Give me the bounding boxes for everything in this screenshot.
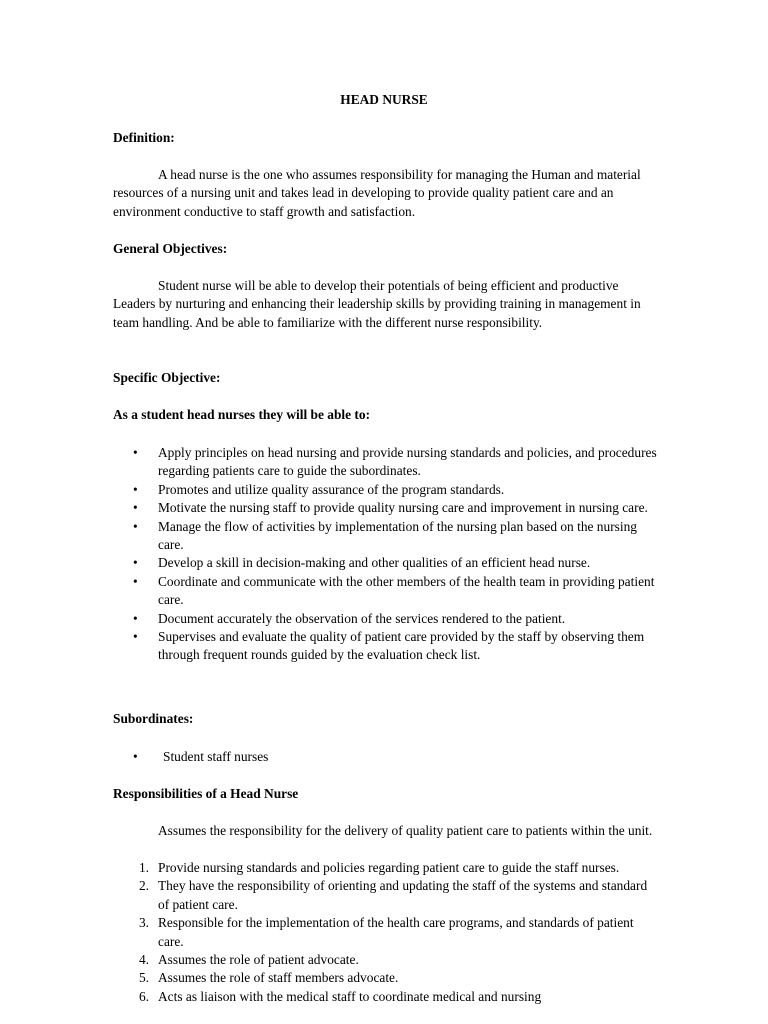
specific-objective-heading: Specific Objective: bbox=[113, 370, 221, 385]
list-item-text: Develop a skill in decision-making and other qualities of an efficient head nurse. bbox=[158, 555, 591, 571]
list-number: 2. bbox=[138, 878, 149, 894]
list-item-text: Student staff nurses bbox=[163, 749, 269, 764]
list-item bbox=[113, 573, 658, 610]
list-item-text: Supervises and evaluate the quality of patient care provided by the staff by observing them through frequent rounds guided by the evaluation check list. bbox=[158, 629, 645, 663]
list-item-text: Apply principles on head nursing and provide nursing standards and policies, and procedures regarding patients care to guide the subordinates. bbox=[158, 445, 657, 479]
list-item bbox=[113, 859, 658, 877]
list-item-text: Coordinate and communicate with the other members of the health team in providing patient care. bbox=[158, 573, 655, 608]
list-number: 4. bbox=[138, 952, 149, 968]
bullet-marker: • bbox=[133, 518, 138, 534]
responsibilities-list bbox=[113, 859, 658, 1006]
subordinates-list bbox=[113, 748, 658, 766]
list-number: 1. bbox=[138, 860, 149, 875]
list-item bbox=[113, 518, 658, 555]
list-item bbox=[113, 628, 658, 665]
list-item bbox=[113, 969, 658, 987]
list-item-text: Assumes the role of staff members advocate. bbox=[158, 970, 399, 986]
definition-paragraph: A head nurse is the one who assumes responsibility for managing the Human and material resources of a nursing unit and takes lead in developing to provide quality patient care and an environment conductive to staff growth and satisfaction. bbox=[113, 167, 641, 219]
definition-heading: Definition: bbox=[113, 130, 175, 145]
list-item bbox=[113, 481, 658, 499]
list-item bbox=[113, 748, 658, 766]
general-objectives-heading: General Objectives: bbox=[113, 241, 228, 256]
list-item bbox=[113, 444, 658, 481]
bullet-marker: • bbox=[133, 629, 138, 645]
general-objectives-paragraph: Student nurse will be able to develop their potentials of being efficient and productive Leaders by nurturing and enhancing their leadership skills by providing training in management in team handling. And be able to familiarize with the different nurse responsibility. bbox=[113, 278, 641, 330]
list-item-text: Assumes the role of patient advocate. bbox=[158, 952, 359, 968]
list-item-text: Motivate the nursing staff to provide quality nursing care and improvement in nursing care. bbox=[158, 500, 648, 516]
bullet-marker: • bbox=[133, 573, 138, 589]
list-item-text: They have the responsibility of orienting and updating the staff of the systems and standard of patient care. bbox=[158, 878, 648, 912]
list-item bbox=[113, 554, 658, 572]
list-item bbox=[113, 951, 658, 969]
list-number: 5. bbox=[138, 970, 149, 986]
specific-objectives-list bbox=[113, 444, 658, 665]
list-item-text: Provide nursing standards and policies regarding patient care to guide the staff nurses. bbox=[158, 860, 620, 875]
bullet-marker: • bbox=[133, 445, 138, 460]
list-item bbox=[113, 988, 658, 1006]
page-title: HEAD NURSE bbox=[340, 92, 428, 107]
bullet-marker: • bbox=[133, 555, 138, 571]
list-number: 3. bbox=[138, 915, 149, 931]
list-item-text: Acts as liaison with the medical staff to coordinate medical and nursing bbox=[158, 988, 542, 1004]
subordinates-heading: Subordinates: bbox=[113, 711, 194, 726]
responsibilities-heading: Responsibilities of a Head Nurse bbox=[113, 786, 299, 801]
bullet-marker: • bbox=[133, 481, 138, 497]
list-item-text: Promotes and utilize quality assurance of the program standards. bbox=[158, 481, 505, 497]
list-item bbox=[113, 610, 658, 628]
list-item-text: Manage the flow of activities by implementation of the nursing plan based on the nursing care. bbox=[158, 518, 637, 553]
bullet-marker: • bbox=[133, 749, 138, 764]
responsibilities-intro: Assumes the responsibility for the delivery of quality patient care to patients within the unit. bbox=[158, 823, 653, 838]
list-item-text: Responsible for the implementation of the health care programs, and standards of patient care. bbox=[158, 915, 634, 949]
bullet-marker: • bbox=[133, 610, 138, 626]
bullet-marker: • bbox=[133, 500, 138, 516]
list-item-text: Document accurately the observation of the services rendered to the patient. bbox=[158, 610, 566, 626]
specific-objective-subheading: As a student head nurses they will be able to: bbox=[113, 407, 371, 422]
list-number: 6. bbox=[138, 988, 149, 1004]
list-item bbox=[113, 499, 658, 517]
list-item bbox=[113, 914, 658, 951]
list-item bbox=[113, 877, 658, 914]
